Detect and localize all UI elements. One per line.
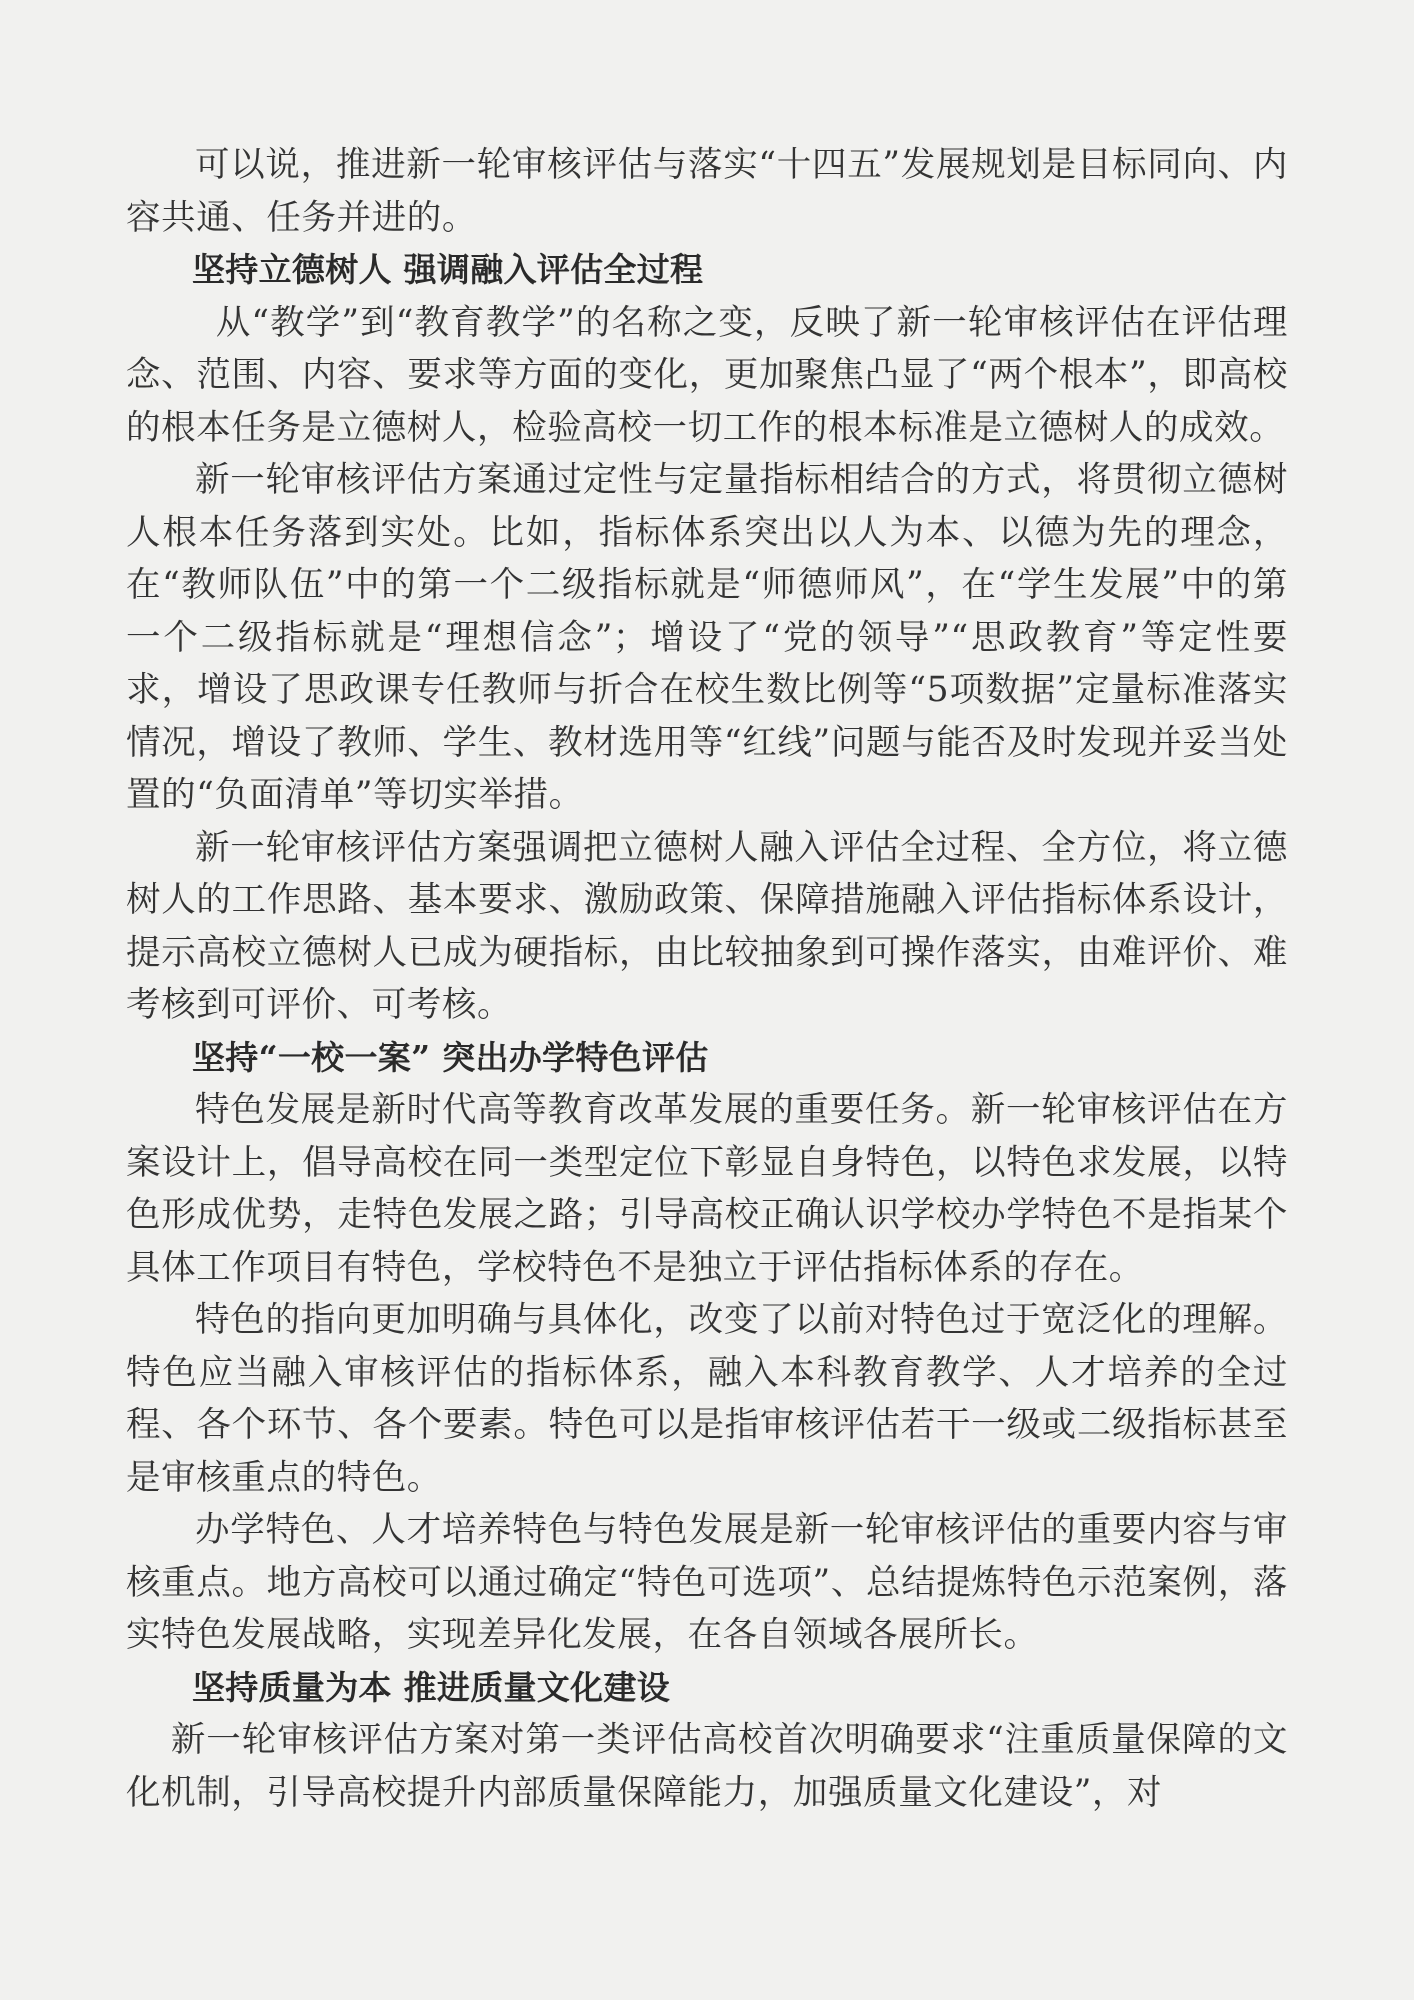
document-body: [126, 139, 1288, 1819]
paragraph-8: 新一轮审核评估方案对第一类评估高校首次明确要求“注重质量保障的文化机制，引导高校提升内部质量保障能力，加强质量文化建设”，对: [126, 1720, 1288, 1813]
paragraph-2: 从“教学”到“教育教学”的名称之变，反映了新一轮审核评估在评估理念、范围、内容、要求等方面的变化，更加聚焦凸显了“两个根本”，即高校的根本任务是立德树人，检验高校一切工作的根本标准是立德树人的成效。: [126, 302, 1288, 448]
section-heading-3: 坚持质量为本 推进质量文化建设: [192, 1667, 670, 1707]
paragraph-3: 新一轮审核评估方案通过定性与定量指标相结合的方式，将贯彻立德树人根本任务落到实处。比如，指标体系突出以人为本、以德为先的理念，在“教师队伍”中的第一个二级指标就是“师德师风”，在“学生发展”中的第一个二级指标就是“理想信念”；增设了“党的领导”“思政教育”等定性要求，增设了思政课专任教师与折合在校生数比例等“5项数据”定量标准落实情况，增设了教师、学生、教材选用等“红线”问题与能否及时发现并妥当处置的“负面清单”等切实举措。: [126, 460, 1288, 815]
section-heading-1: 坚持立德树人 强调融入评估全过程: [192, 250, 704, 289]
paragraph-6: 特色的指向更加明确与具体化，改变了以前对特色过于宽泛化的理解。特色应当融入审核评估的指标体系，融入本科教育教学、人才培养的全过程、各个环节、各个要素。特色可以是指审核评估若干一级或二级指标甚至是审核重点的特色。: [126, 1300, 1288, 1498]
paragraph-5: 特色发展是新时代高等教育改革发展的重要任务。新一轮审核评估在方案设计上，倡导高校在同一类型定位下彰显自身特色，以特色求发展，以特色形成优势，走特色发展之路；引导高校正确认识学校办学特色不是指某个具体工作项目有特色，学校特色不是独立于评估指标体系的存在。: [126, 1090, 1288, 1288]
paragraph-4: 新一轮审核评估方案强调把立德树人融入评估全过程、全方位，将立德树人的工作思路、基本要求、激励政策、保障措施融入评估指标体系设计，提示高校立德树人已成为硬指标，由比较抽象到可操作落实，由难评价、难考核到可评价、可考核。: [126, 827, 1288, 1025]
section-heading-2: 坚持“一校一案” 突出办学特色评估: [192, 1037, 709, 1077]
paragraph-7: 办学特色、人才培养特色与特色发展是新一轮审核评估的重要内容与审核重点。地方高校可以通过确定“特色可选项”、总结提炼特色示范案例，落实特色发展战略，实现差异化发展，在各自领域各展所长。: [126, 1510, 1288, 1655]
paragraph-1: 可以说，推进新一轮审核评估与落实“十四五”发展规划是目标同向、内容共通、任务并进的。: [126, 145, 1288, 238]
